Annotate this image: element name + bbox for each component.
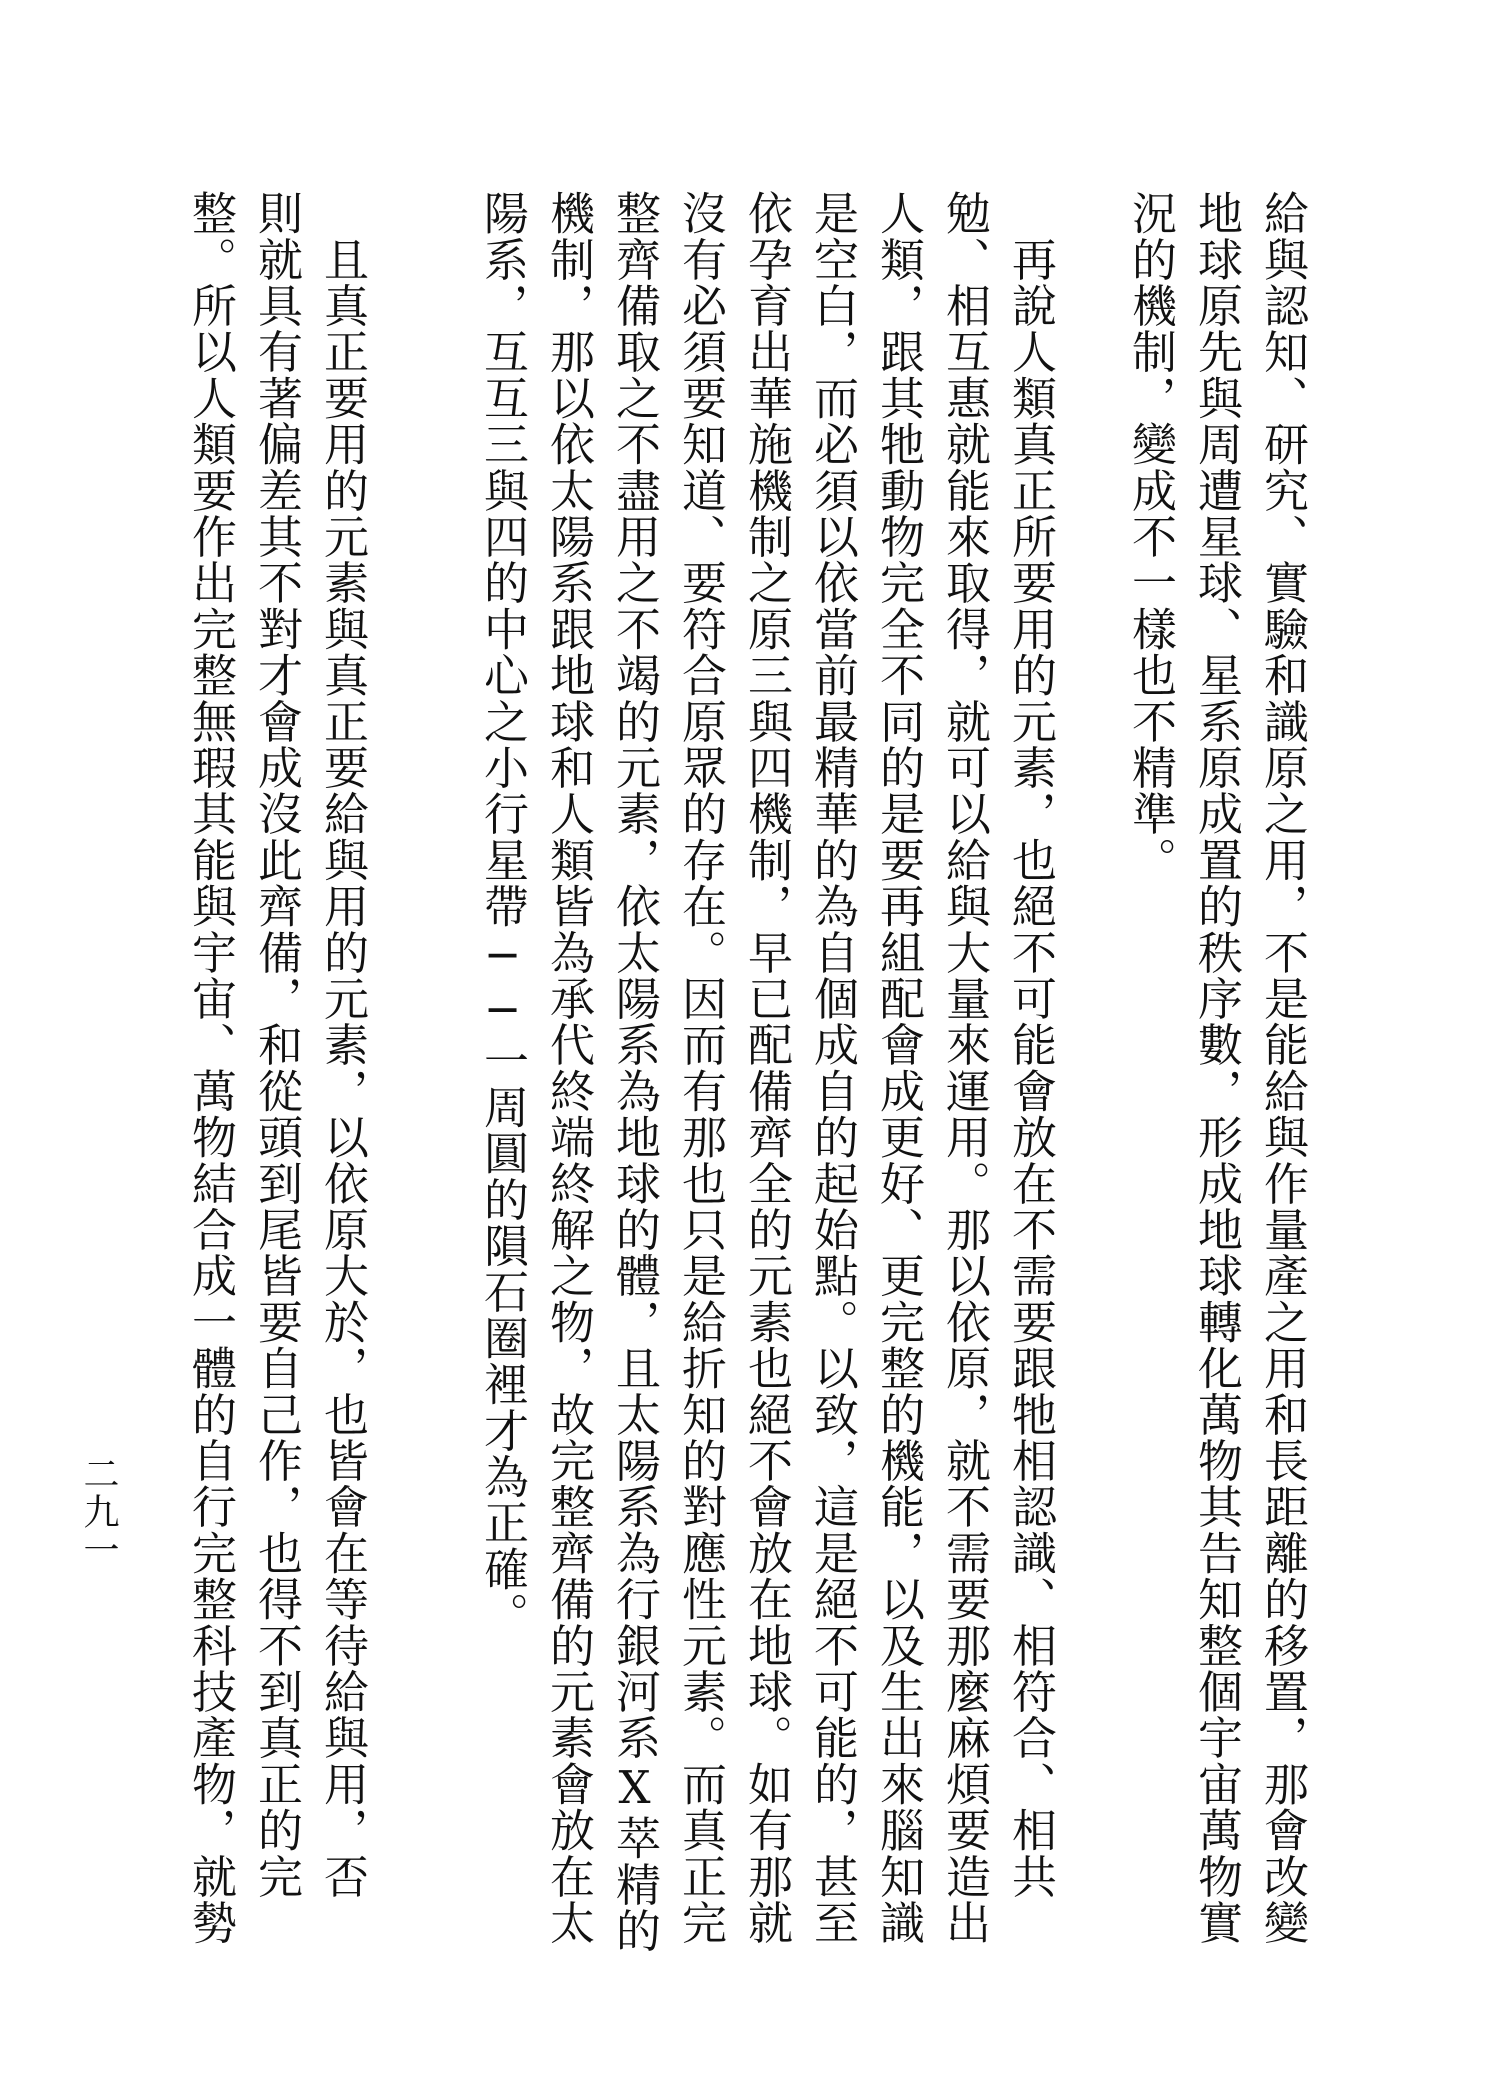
text-column-15: 整。所以人類要作出完整無瑕其能與宇宙、萬物結合成一體的自行完整科技產物，就勢 [184, 190, 237, 1946]
text-column-8: 依孕育出華施機制之原三與四機制，早已配備齊全的元素也絕不會放在地球。如有那就 [740, 190, 793, 1946]
page-number: 二九一 [78, 1455, 119, 1569]
text-column-3: 況的機制，變成不一樣也不精準。 [1124, 190, 1177, 883]
text-column-7: 是空白，而必須以依當前最精華的為自個成自的起始點。以致，這是絕不可能的，甚至 [806, 190, 859, 1946]
text-column-13: 且真正要用的元素與真正要給與用的元素，以依原大於，也皆會在等待給與用，否 [316, 190, 369, 1900]
text-column-14: 則就具有著偏差其不對才會成沒此齊備，和從頭到尾皆要自己作，也得不到真正的完 [250, 190, 303, 1900]
text-column-6: 人類，跟其牠動物完全不同的是要再組配會成更好、更完整的機能，以及生出來腦知識 [872, 190, 925, 1946]
text-column-12: 陽系，互互三與四的中心之小行星帶──一周圓的隕石圈裡才為正確。 [476, 190, 529, 1639]
text-column-4: 再說人類真正所要用的元素，也絕不可能會放在不需要跟牠相認識、相符合、相共 [1004, 190, 1057, 1900]
text-column-10: 整齊備取之不盡用之不竭的元素，依太陽系為地球的體，且太陽系為行銀河系X萃精的 [608, 190, 661, 1954]
text-column-5: 勉、相互惠就能來取得，就可以給與大量來運用。那以依原，就不需要那麼麻煩要造出 [938, 190, 991, 1946]
text-column-2: 地球原先與周遭星球、星系原成置的秩序數，形成地球轉化萬物其告知整個宇宙萬物實 [1190, 190, 1243, 1946]
text-column-9: 沒有必須要知道、要符合原眾的存在。因而有那也只是給折知的對應性元素。而真正完 [674, 190, 727, 1946]
text-column-1: 給與認知、研究、實驗和識原之用，不是能給與作量產之用和長距離的移置，那會改變 [1256, 190, 1309, 1946]
text-column-11: 機制，那以依太陽系跟地球和人類皆為承代終端終解之物，故完整齊備的元素會放在太 [542, 190, 595, 1946]
